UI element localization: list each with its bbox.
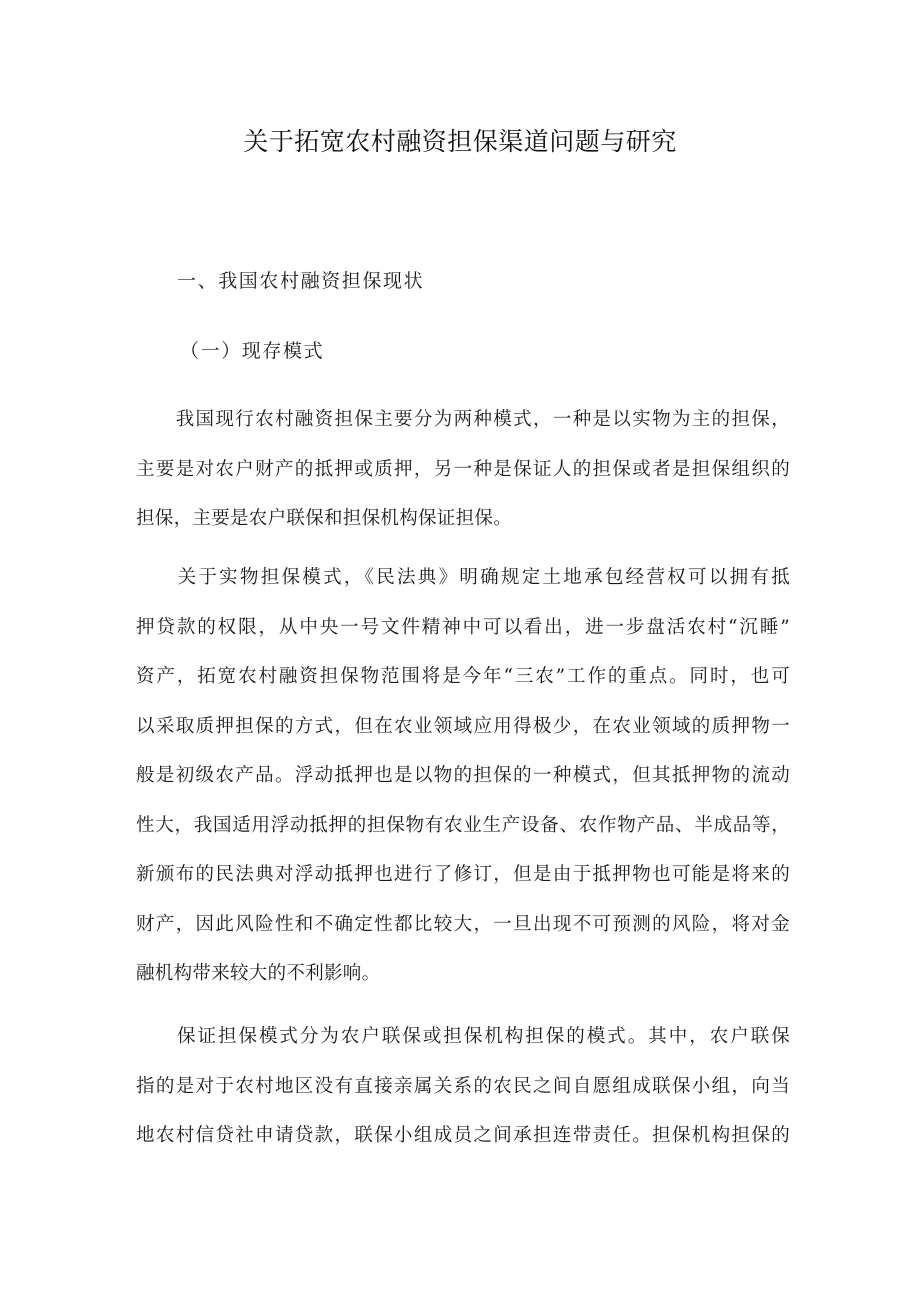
text-line: 担保，主要是农户联保和担保机构保证担保。 [136,508,513,529]
document-title: 关于拓宽农村融资担保渠道问题与研究 [243,127,677,156]
text-line: 主要是对农户财产的抵押或质押，另一种是保证人的担保或者是担保组织的 [136,458,790,480]
text-line: 关于实物担保模式，《民法典》明确规定土地承包经营权可以拥有抵 [136,567,790,588]
text-line: 新颁布的民法典对浮动抵押也进行了修订，但是由于抵押物也可能是将来的 [136,864,790,885]
paragraph-physical-guarantee-detail [136,553,790,999]
text-line: 押贷款的权限，从中央一号文件精神中可以看出，进一步盘活农村“沉睡” [136,616,790,638]
paragraph-guarantee-mode [136,1012,790,1161]
section-heading: 一、我国农村融资担保现状 [177,270,425,292]
subsection-heading: （一）现存模式 [180,340,325,362]
text-line: 指的是对于农村地区没有直接亲属关系的农民之间自愿组成联保小组，向当 [136,1075,790,1097]
text-line: 性大，我国适用浮动抵押的担保物有农业生产设备、农作物产品、半成品等， [136,814,790,836]
text-line: 保证担保模式分为农户联保或担保机构担保的模式。其中，农户联保 [136,1026,790,1047]
paragraph-physical-guarantee-overview [136,395,790,544]
text-line: 资产，拓宽农村融资担保物范围将是今年“三农”工作的重点。同时，也可 [136,666,790,687]
text-line: 以采取质押担保的方式，但在农业领域应用得极少，在农业领域的质押物一 [136,715,790,737]
text-line: 地农村信贷社申请贷款，联保小组成员之间承担连带责任。担保机构担保的 [136,1125,790,1146]
text-line: 般是初级农产品。浮动抵押也是以物的担保的一种模式，但其抵押物的流动 [136,765,790,786]
text-line: 融机构带来较大的不利影响。 [136,963,381,984]
text-line: 我国现行农村融资担保主要分为两种模式，一种是以实物为主的担保， [136,409,790,430]
text-line: 财产，因此风险性和不确定性都比较大，一旦出现不可预测的风险，将对金 [136,913,790,935]
